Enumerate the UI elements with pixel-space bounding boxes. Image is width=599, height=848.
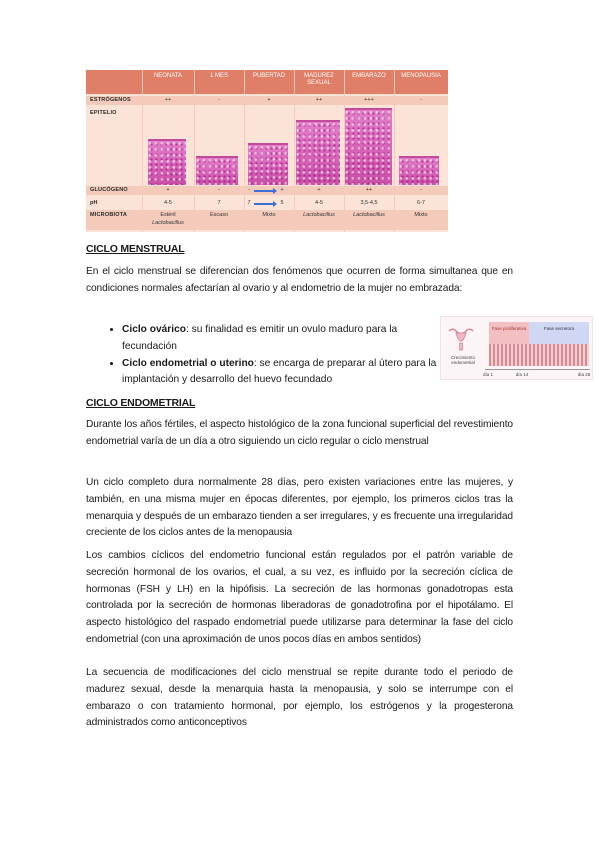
side-label: Crecimiento endometrial bbox=[450, 355, 475, 365]
row-label-epitelio: EPITELIO bbox=[90, 110, 117, 116]
section-heading-ciclo-menstrual: CICLO MENSTRUAL bbox=[86, 243, 185, 255]
epithelium-menopausia bbox=[399, 156, 439, 185]
timeline-axis bbox=[485, 369, 590, 370]
epithelium-neonata bbox=[148, 139, 186, 185]
bullet-term: Ciclo ovárico bbox=[122, 324, 186, 335]
cell: + bbox=[317, 187, 321, 193]
paragraph: Los cambios cíclicos del endometrio funcional están regulados por el patrón variable de secreción hormonal de los ovarios, el cual, a su vez, es influido por la secreción cíclica de hormonas (FSH y LH) en la hipófisis. La secreción de las hormonas gonadotropas esta controlada por la secreción de hormonas liberadoras de gonadotrofina por el hipotálamo. El aspecto histológico del raspado endometrial puede utilizarse para determinar la fase del ciclo endometrial (con una aproximación de unos pocos días en ambos sentidos) bbox=[86, 550, 513, 645]
epithelium-madurez bbox=[296, 120, 340, 185]
cell: Mixto bbox=[262, 212, 276, 218]
cell: 4-5 bbox=[315, 200, 323, 206]
col-header-menopausia: MENOPAUSIA bbox=[401, 73, 441, 79]
row-estrogenos bbox=[86, 96, 448, 105]
row-ph bbox=[86, 199, 448, 208]
col-header-neonata: NEONATA bbox=[153, 73, 183, 79]
epithelium-embarazo bbox=[345, 108, 392, 185]
epithelium-pubertad bbox=[248, 143, 288, 185]
cell: ++ bbox=[365, 187, 373, 193]
row-label: pH bbox=[90, 200, 98, 206]
cell: 7 bbox=[217, 200, 221, 206]
paragraph: Un ciclo completo dura normalmente 28 días, pero existen variaciones entre las mujeres, y también, en una misma mujer en épocas diferentes, por ejemplo, los primeros ciclos tras la menarquia y después de un embarazo tienden a ser irregulares, y es frecuente una irregularidad creciente de los ciclos antes de la menopausia bbox=[86, 477, 513, 539]
phase-label-proliferative: Fase proliferativa bbox=[491, 326, 527, 331]
vaginal-epithelium-figure bbox=[86, 70, 448, 232]
cell: ++ bbox=[315, 97, 323, 103]
col-header-madurez: MADUREZ SEXUAL bbox=[304, 73, 334, 86]
phase-label-secretory: Fase secretora bbox=[543, 326, 574, 331]
cell: Estéril bbox=[160, 212, 176, 218]
row-microbiota bbox=[86, 210, 448, 230]
bullet-text: : su finalidad es emitir un ovulo maduro para la fecundación bbox=[122, 324, 398, 352]
epithelium-1-mes bbox=[196, 156, 238, 185]
list-item bbox=[122, 322, 444, 356]
cell: +++ bbox=[364, 97, 374, 103]
cell: 7 bbox=[247, 200, 251, 206]
tick-label: día 14 bbox=[515, 372, 529, 377]
cell: ++ bbox=[164, 97, 172, 103]
paragraph: Durante los años fértiles, el aspecto histológico de la zona funcional superficial del revestimiento endometrial varía de un día a otro siguiendo un ciclo regular o ciclo menstrual bbox=[86, 419, 513, 447]
cell: - bbox=[420, 97, 422, 103]
cell: + bbox=[166, 187, 170, 193]
cell: - bbox=[218, 187, 220, 193]
paragraph-intro: En el ciclo menstrual se diferencian dos fenómenos que ocurren de forma simultanea que en condiciones normales afectarían al ovario y al endometrio de la mujer no embrazada: bbox=[86, 266, 513, 294]
row-glucogeno bbox=[86, 186, 448, 195]
section-heading-ciclo-endometrial: CICLO ENDOMETRIAL bbox=[86, 397, 196, 409]
cell: + bbox=[267, 97, 271, 103]
cell: 3,5-4,5 bbox=[360, 200, 378, 206]
endometrial-cycle-figure bbox=[440, 316, 593, 380]
bullet-text: : se encarga de preparar al útero para la implantación y desarrollo del huevo fecundado bbox=[122, 357, 437, 386]
arrow-icon bbox=[254, 203, 274, 205]
cell: 6-7 bbox=[417, 200, 425, 206]
cell: - bbox=[248, 187, 250, 193]
col-header-pubertad: PUBERTAD bbox=[252, 73, 286, 79]
cell: Lactobacillus bbox=[303, 212, 335, 218]
cell: 5 bbox=[280, 200, 284, 206]
endometrial-growth-graphic bbox=[489, 344, 589, 366]
cell: Mixto bbox=[414, 212, 428, 218]
row-label: GLUCÓGENO bbox=[90, 187, 128, 193]
col-header-embarazo: EMBARAZO bbox=[352, 73, 386, 79]
bullet-list bbox=[108, 322, 444, 389]
tick-label: día 1 bbox=[482, 372, 493, 377]
arrow-icon bbox=[254, 190, 274, 192]
cell: - bbox=[420, 187, 422, 193]
cell: Lactobacillus bbox=[353, 212, 385, 218]
cell: 4-5 bbox=[164, 200, 172, 206]
cell: Escaso bbox=[209, 212, 229, 218]
col-header-1-mes: 1 MES bbox=[209, 73, 228, 79]
bullet-term: Ciclo endometrial o uterino bbox=[122, 357, 254, 369]
paragraph: La secuencia de modificaciones del ciclo menstrual se repite durante todo el periodo de madurez sexual, desde la menarquia hasta la menopausia, y solo se interrumpe con el embarazo o con tratamiento hormonal, por ejemplo, los estrógenos y la progesterona administrados como anticonceptivos bbox=[86, 667, 513, 729]
row-label: MICROBIOTA bbox=[90, 212, 128, 218]
cell: + bbox=[280, 187, 284, 193]
cell: - bbox=[218, 97, 220, 103]
tick-label: día 28 bbox=[577, 372, 591, 377]
uterus-icon bbox=[447, 325, 475, 351]
list-item bbox=[122, 356, 444, 390]
cell: Lactobacillus bbox=[152, 220, 184, 226]
row-label: ESTRÓGENOS bbox=[90, 97, 131, 103]
